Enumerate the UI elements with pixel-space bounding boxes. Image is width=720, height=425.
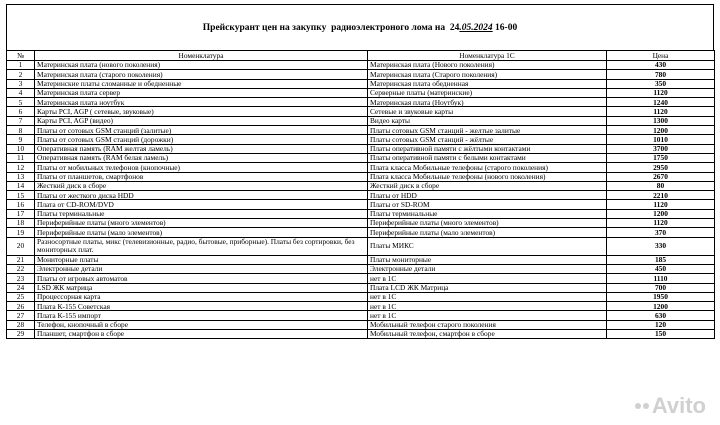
row-nomenclature: Платы от мобильных телефонов (кнопочные) xyxy=(35,163,368,172)
table-row xyxy=(7,163,715,172)
row-price: 1010 xyxy=(607,135,715,144)
row-number: 13 xyxy=(7,172,35,181)
row-price: 1120 xyxy=(607,88,715,97)
row-nomenclature: Разносортные платы, микс (телевизионные, радио, бытовые, приборные). Платы без сортировки, без мониторных плат. xyxy=(35,237,368,255)
row-nomenclature-1c: Платы сотовых GSM станций - жёлтые xyxy=(368,135,607,144)
row-nomenclature: Материнская плата сервер xyxy=(35,88,368,97)
row-number: 24 xyxy=(7,283,35,292)
table-row xyxy=(7,237,715,255)
table-row xyxy=(7,172,715,181)
row-number: 6 xyxy=(7,107,35,116)
row-number: 1 xyxy=(7,61,35,70)
title-suffix: 16-00 xyxy=(492,22,518,33)
row-number: 4 xyxy=(7,88,35,97)
row-nomenclature: Платы от сотовых GSM станций (залитые) xyxy=(35,126,368,135)
watermark-text: Avito xyxy=(651,393,706,418)
table-row xyxy=(7,116,715,125)
row-nomenclature-1c: Платы сотовых GSM станций - желтые залитые xyxy=(368,126,607,135)
table-row xyxy=(7,200,715,209)
row-number: 29 xyxy=(7,330,35,339)
row-nomenclature: Процессорная карта xyxy=(35,292,368,301)
row-number: 27 xyxy=(7,311,35,320)
row-number: 20 xyxy=(7,237,35,255)
row-price: 700 xyxy=(607,283,715,292)
row-nomenclature: Карты PCI, AGP ( сетевые, звуковые) xyxy=(35,107,368,116)
row-nomenclature-1c: Платы МИКС xyxy=(368,237,607,255)
column-header-price: Цена xyxy=(607,51,715,61)
table-row xyxy=(7,209,715,218)
row-number: 23 xyxy=(7,274,35,283)
table-row xyxy=(7,219,715,228)
column-header-nomenclature-1c: Номенклатура 1С xyxy=(368,51,607,61)
row-nomenclature-1c: нет в 1С xyxy=(368,274,607,283)
row-nomenclature-1c: Платы терминальные xyxy=(368,209,607,218)
row-price: 370 xyxy=(607,228,715,237)
row-nomenclature-1c: Периферийные платы (мало элементов) xyxy=(368,228,607,237)
row-nomenclature-1c: нет в 1С xyxy=(368,311,607,320)
row-price: 350 xyxy=(607,79,715,88)
table-row xyxy=(7,255,715,264)
row-nomenclature-1c: Сетевые и звуковые карты xyxy=(368,107,607,116)
row-price: 330 xyxy=(607,237,715,255)
column-header-num: № xyxy=(7,51,35,61)
table-row xyxy=(7,320,715,329)
row-nomenclature: Платы терминальные xyxy=(35,209,368,218)
title-prefix: Прейскурант цен на закупку радиоэлектроного лома на 24 xyxy=(202,22,460,33)
table-row xyxy=(7,144,715,153)
row-price: 1200 xyxy=(607,209,715,218)
row-nomenclature-1c: Материнская плата (Старого поколения) xyxy=(368,70,607,79)
row-number: 15 xyxy=(7,191,35,200)
column-header-nomenclature: Номенклатура xyxy=(35,51,368,61)
table-header-row xyxy=(7,51,715,61)
avito-logo-icon xyxy=(635,403,649,409)
row-number: 26 xyxy=(7,302,35,311)
row-nomenclature: Периферийные платы (много элементов) xyxy=(35,219,368,228)
row-number: 2 xyxy=(7,70,35,79)
row-nomenclature-1c: Плата LCD ЖК Матрица xyxy=(368,283,607,292)
row-price: 1120 xyxy=(607,107,715,116)
table-row xyxy=(7,330,715,339)
row-price: 1200 xyxy=(607,126,715,135)
table-row xyxy=(7,79,715,88)
row-price: 1200 xyxy=(607,302,715,311)
row-price: 150 xyxy=(607,330,715,339)
row-nomenclature-1c: Плата класса Мобильные телефоны (старого поколения) xyxy=(368,163,607,172)
row-nomenclature-1c: нет в 1С xyxy=(368,292,607,301)
row-nomenclature-1c: Видео карты xyxy=(368,116,607,125)
row-price: 3700 xyxy=(607,144,715,153)
row-price: 1750 xyxy=(607,153,715,162)
row-nomenclature-1c: Периферийные платы (много элементов) xyxy=(368,219,607,228)
row-nomenclature: Платы от сотовых GSM станций (дорожки) xyxy=(35,135,368,144)
table-row xyxy=(7,181,715,190)
row-nomenclature: Плата К-155 импорт xyxy=(35,311,368,320)
row-number: 11 xyxy=(7,153,35,162)
row-price: 1120 xyxy=(607,200,715,209)
row-number: 14 xyxy=(7,181,35,190)
row-nomenclature: Материнская плата ноутбук xyxy=(35,98,368,107)
table-row xyxy=(7,311,715,320)
row-price: 80 xyxy=(607,181,715,190)
row-number: 12 xyxy=(7,163,35,172)
table-row xyxy=(7,191,715,200)
row-nomenclature: Оперативная память (RAM белая ламель) xyxy=(35,153,368,162)
row-nomenclature: Платы от планшетов, смартфонов xyxy=(35,172,368,181)
page-title xyxy=(203,23,517,33)
row-price: 1110 xyxy=(607,274,715,283)
row-nomenclature-1c: Материнская плата (Нового поколения) xyxy=(368,61,607,70)
row-nomenclature: Материнская плата (нового поколения) xyxy=(35,61,368,70)
row-price: 430 xyxy=(607,61,715,70)
row-price: 2950 xyxy=(607,163,715,172)
row-nomenclature-1c: Платы оперативной памяти с жёлтыми контактами xyxy=(368,144,607,153)
row-nomenclature: Карты PCI, AGP (видео) xyxy=(35,116,368,125)
row-nomenclature-1c: Платы оперативной памяти с белыми контактами xyxy=(368,153,607,162)
row-number: 10 xyxy=(7,144,35,153)
table-row xyxy=(7,135,715,144)
table-row xyxy=(7,61,715,70)
row-nomenclature-1c: Серверные платы (материнские) xyxy=(368,88,607,97)
title-date: .05.2024 xyxy=(459,22,493,33)
table-row xyxy=(7,153,715,162)
row-nomenclature: Платы от жесткого диска HDD xyxy=(35,191,368,200)
row-nomenclature-1c: Материнская плата обедненная xyxy=(368,79,607,88)
row-number: 25 xyxy=(7,292,35,301)
row-price: 630 xyxy=(607,311,715,320)
table-row xyxy=(7,274,715,283)
row-nomenclature: Жесткий диск в сборе xyxy=(35,181,368,190)
row-number: 17 xyxy=(7,209,35,218)
avito-watermark xyxy=(635,393,706,419)
row-nomenclature: Материнские платы сломанные и обедненные xyxy=(35,79,368,88)
row-nomenclature-1c: Электронные детали xyxy=(368,264,607,273)
row-number: 3 xyxy=(7,79,35,88)
row-nomenclature: LSD ЖК матрица xyxy=(35,283,368,292)
row-price: 1950 xyxy=(607,292,715,301)
row-price: 2210 xyxy=(607,191,715,200)
row-price: 2670 xyxy=(607,172,715,181)
row-nomenclature-1c: Платы мониторные xyxy=(368,255,607,264)
table-row xyxy=(7,264,715,273)
row-number: 7 xyxy=(7,116,35,125)
row-nomenclature: Плата от CD-ROM/DVD xyxy=(35,200,368,209)
title-box xyxy=(6,4,714,50)
row-number: 28 xyxy=(7,320,35,329)
row-price: 185 xyxy=(607,255,715,264)
row-nomenclature-1c: Мобильный телефон, смартфон в сборе xyxy=(368,330,607,339)
price-table xyxy=(6,50,715,339)
row-nomenclature-1c: Жесткий диск в сборе xyxy=(368,181,607,190)
row-price: 1120 xyxy=(607,219,715,228)
row-price: 450 xyxy=(607,264,715,273)
row-price: 780 xyxy=(607,70,715,79)
table-row xyxy=(7,292,715,301)
row-price: 1240 xyxy=(607,98,715,107)
row-price: 120 xyxy=(607,320,715,329)
row-nomenclature-1c: Платы от HDD xyxy=(368,191,607,200)
price-list-sheet xyxy=(6,0,714,425)
table-row xyxy=(7,228,715,237)
row-nomenclature-1c: Материнская плата (Ноутбук) xyxy=(368,98,607,107)
table-row xyxy=(7,70,715,79)
table-row xyxy=(7,98,715,107)
row-nomenclature-1c: Платы от SD-ROM xyxy=(368,200,607,209)
row-nomenclature: Периферийные платы (мало элементов) xyxy=(35,228,368,237)
row-nomenclature-1c: Мобильный телефон старого поколения xyxy=(368,320,607,329)
table-row xyxy=(7,126,715,135)
row-nomenclature: Электронные детали xyxy=(35,264,368,273)
table-row xyxy=(7,107,715,116)
table-row xyxy=(7,283,715,292)
row-number: 21 xyxy=(7,255,35,264)
row-nomenclature: Телефон, кнопочный в сборе xyxy=(35,320,368,329)
row-nomenclature: Оперативная память (RAM желтая ламель) xyxy=(35,144,368,153)
row-number: 19 xyxy=(7,228,35,237)
row-nomenclature: Материнская плата (старого поколения) xyxy=(35,70,368,79)
row-number: 22 xyxy=(7,264,35,273)
row-number: 5 xyxy=(7,98,35,107)
row-nomenclature-1c: нет в 1С xyxy=(368,302,607,311)
row-nomenclature: Мониторные платы xyxy=(35,255,368,264)
row-number: 16 xyxy=(7,200,35,209)
row-nomenclature-1c: Плата класса Мобильные телефоны (нового поколения) xyxy=(368,172,607,181)
row-number: 8 xyxy=(7,126,35,135)
row-nomenclature: Платы от игровых автоматов xyxy=(35,274,368,283)
table-row xyxy=(7,88,715,97)
table-row xyxy=(7,302,715,311)
row-number: 9 xyxy=(7,135,35,144)
row-nomenclature: Плата К-155 Советская xyxy=(35,302,368,311)
row-price: 1300 xyxy=(607,116,715,125)
row-nomenclature: Планшет, смартфон в сборе xyxy=(35,330,368,339)
row-number: 18 xyxy=(7,219,35,228)
table-body xyxy=(7,61,715,339)
